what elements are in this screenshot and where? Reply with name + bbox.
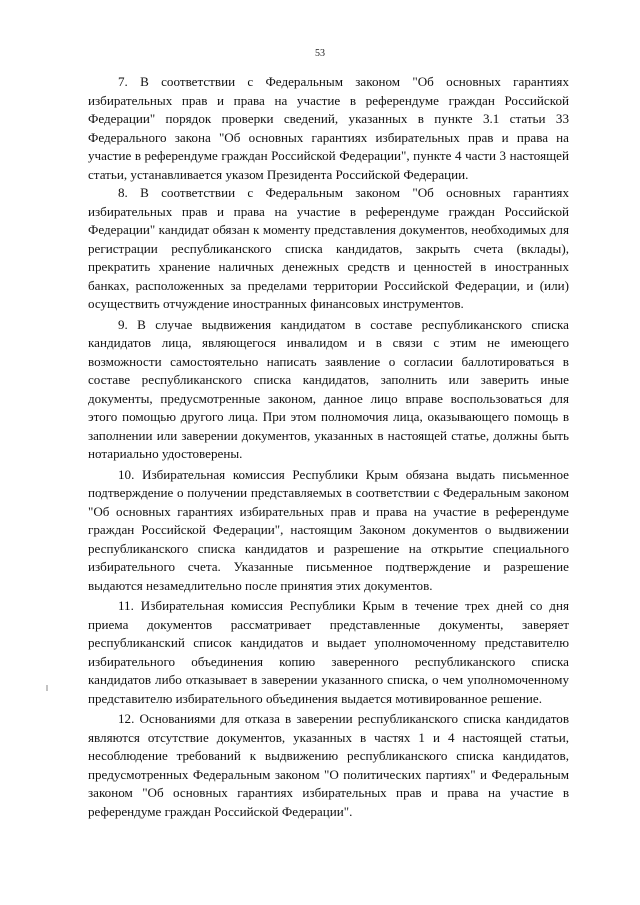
paragraph-9: 9. В случае выдвижения кандидатом в составе республиканского списка кандидатов лица, являющегося инвалидом и в связи с этим не имеющего возможности самостоятельно написать заявление о согласии баллотироваться в составе республиканского списка кандидатов, заполнить или заверить иные документы, предусмотренные законом, данное лицо вправе воспользоваться для этого помощью другого лица. При этом полномочия лица, оказывающего помощь в заполнении или заверении документов, указанных в настоящей статье, должны быть нотариально удостоверены.	[88, 316, 569, 461]
page-number: 53	[315, 48, 325, 59]
paragraph-8: 8. В соответствии с Федеральным законом "Об основных гарантиях избирательных прав и права на участие в референдуме граждан Российской Федерации" кандидат обязан к моменту представления документов, необходимых для регистрации республиканского списка кандидатов, закрыть счета (вклады), прекратить хранение наличных денежных средств и ценностей в иностранных банках, расположенных за пределами территории Российской Федерации, и (или) осуществить отчуждение иностранных финансовых инструментов.	[88, 185, 569, 311]
paragraph-12: 12. Основаниями для отказа в заверении республиканского списка кандидатов являются отсутствие документов, указанных в частях 1 и 4 настоящей статьи, несоблюдение требований к выдвижению республиканского списка кандидатов, предусмотренных Федеральным законом "О политических партиях" и Федеральным законом "Об основных гарантиях избирательных прав и права на участие в референдуме граждан Российской Федерации".	[88, 711, 569, 819]
document-body	[88, 73, 569, 821]
paragraph-7: 7. В соответствии с Федеральным законом "Об основных гарантиях избирательных прав и права на участие в референдуме граждан Российской Федерации" порядок проверки сведений, указанных в пункте 3.1 статьи 33 Федерального закона "Об основных гарантиях избирательных прав и права на участие в референдуме граждан Российской Федерации", пункте 4 части 3 настоящей статьи, устанавливается указом Президента Российской Федерации.	[88, 74, 569, 182]
paragraph-11: 11. Избирательная комиссия Республики Крым в течение трех дней со дня приема документов рассматривает представленные документы, заверяет республиканский список кандидатов и выдает уполномоченному представителю избирательного объединения копию заверенного республиканского списка кандидатов либо отказывает в заверении указанного списка, о чем уполномоченному представителю избирательного объединения выдается мотивированное решение.	[88, 598, 569, 706]
paragraph-10: 10. Избирательная комиссия Республики Крым обязана выдать письменное подтверждение о получении представляемых в соответствии с Федеральным законом "Об основных гарантиях избирательных прав и права на участие в референдуме граждан Российской Федерации", настоящим Законом документов о выдвижении республиканского списка кандидатов и разрешение на открытие специального избирательного счета. Указанные письменное подтверждение и разрешение выдаются незамедлительно после принятия этих документов.	[88, 466, 569, 593]
scan-margin-mark	[46, 685, 48, 691]
